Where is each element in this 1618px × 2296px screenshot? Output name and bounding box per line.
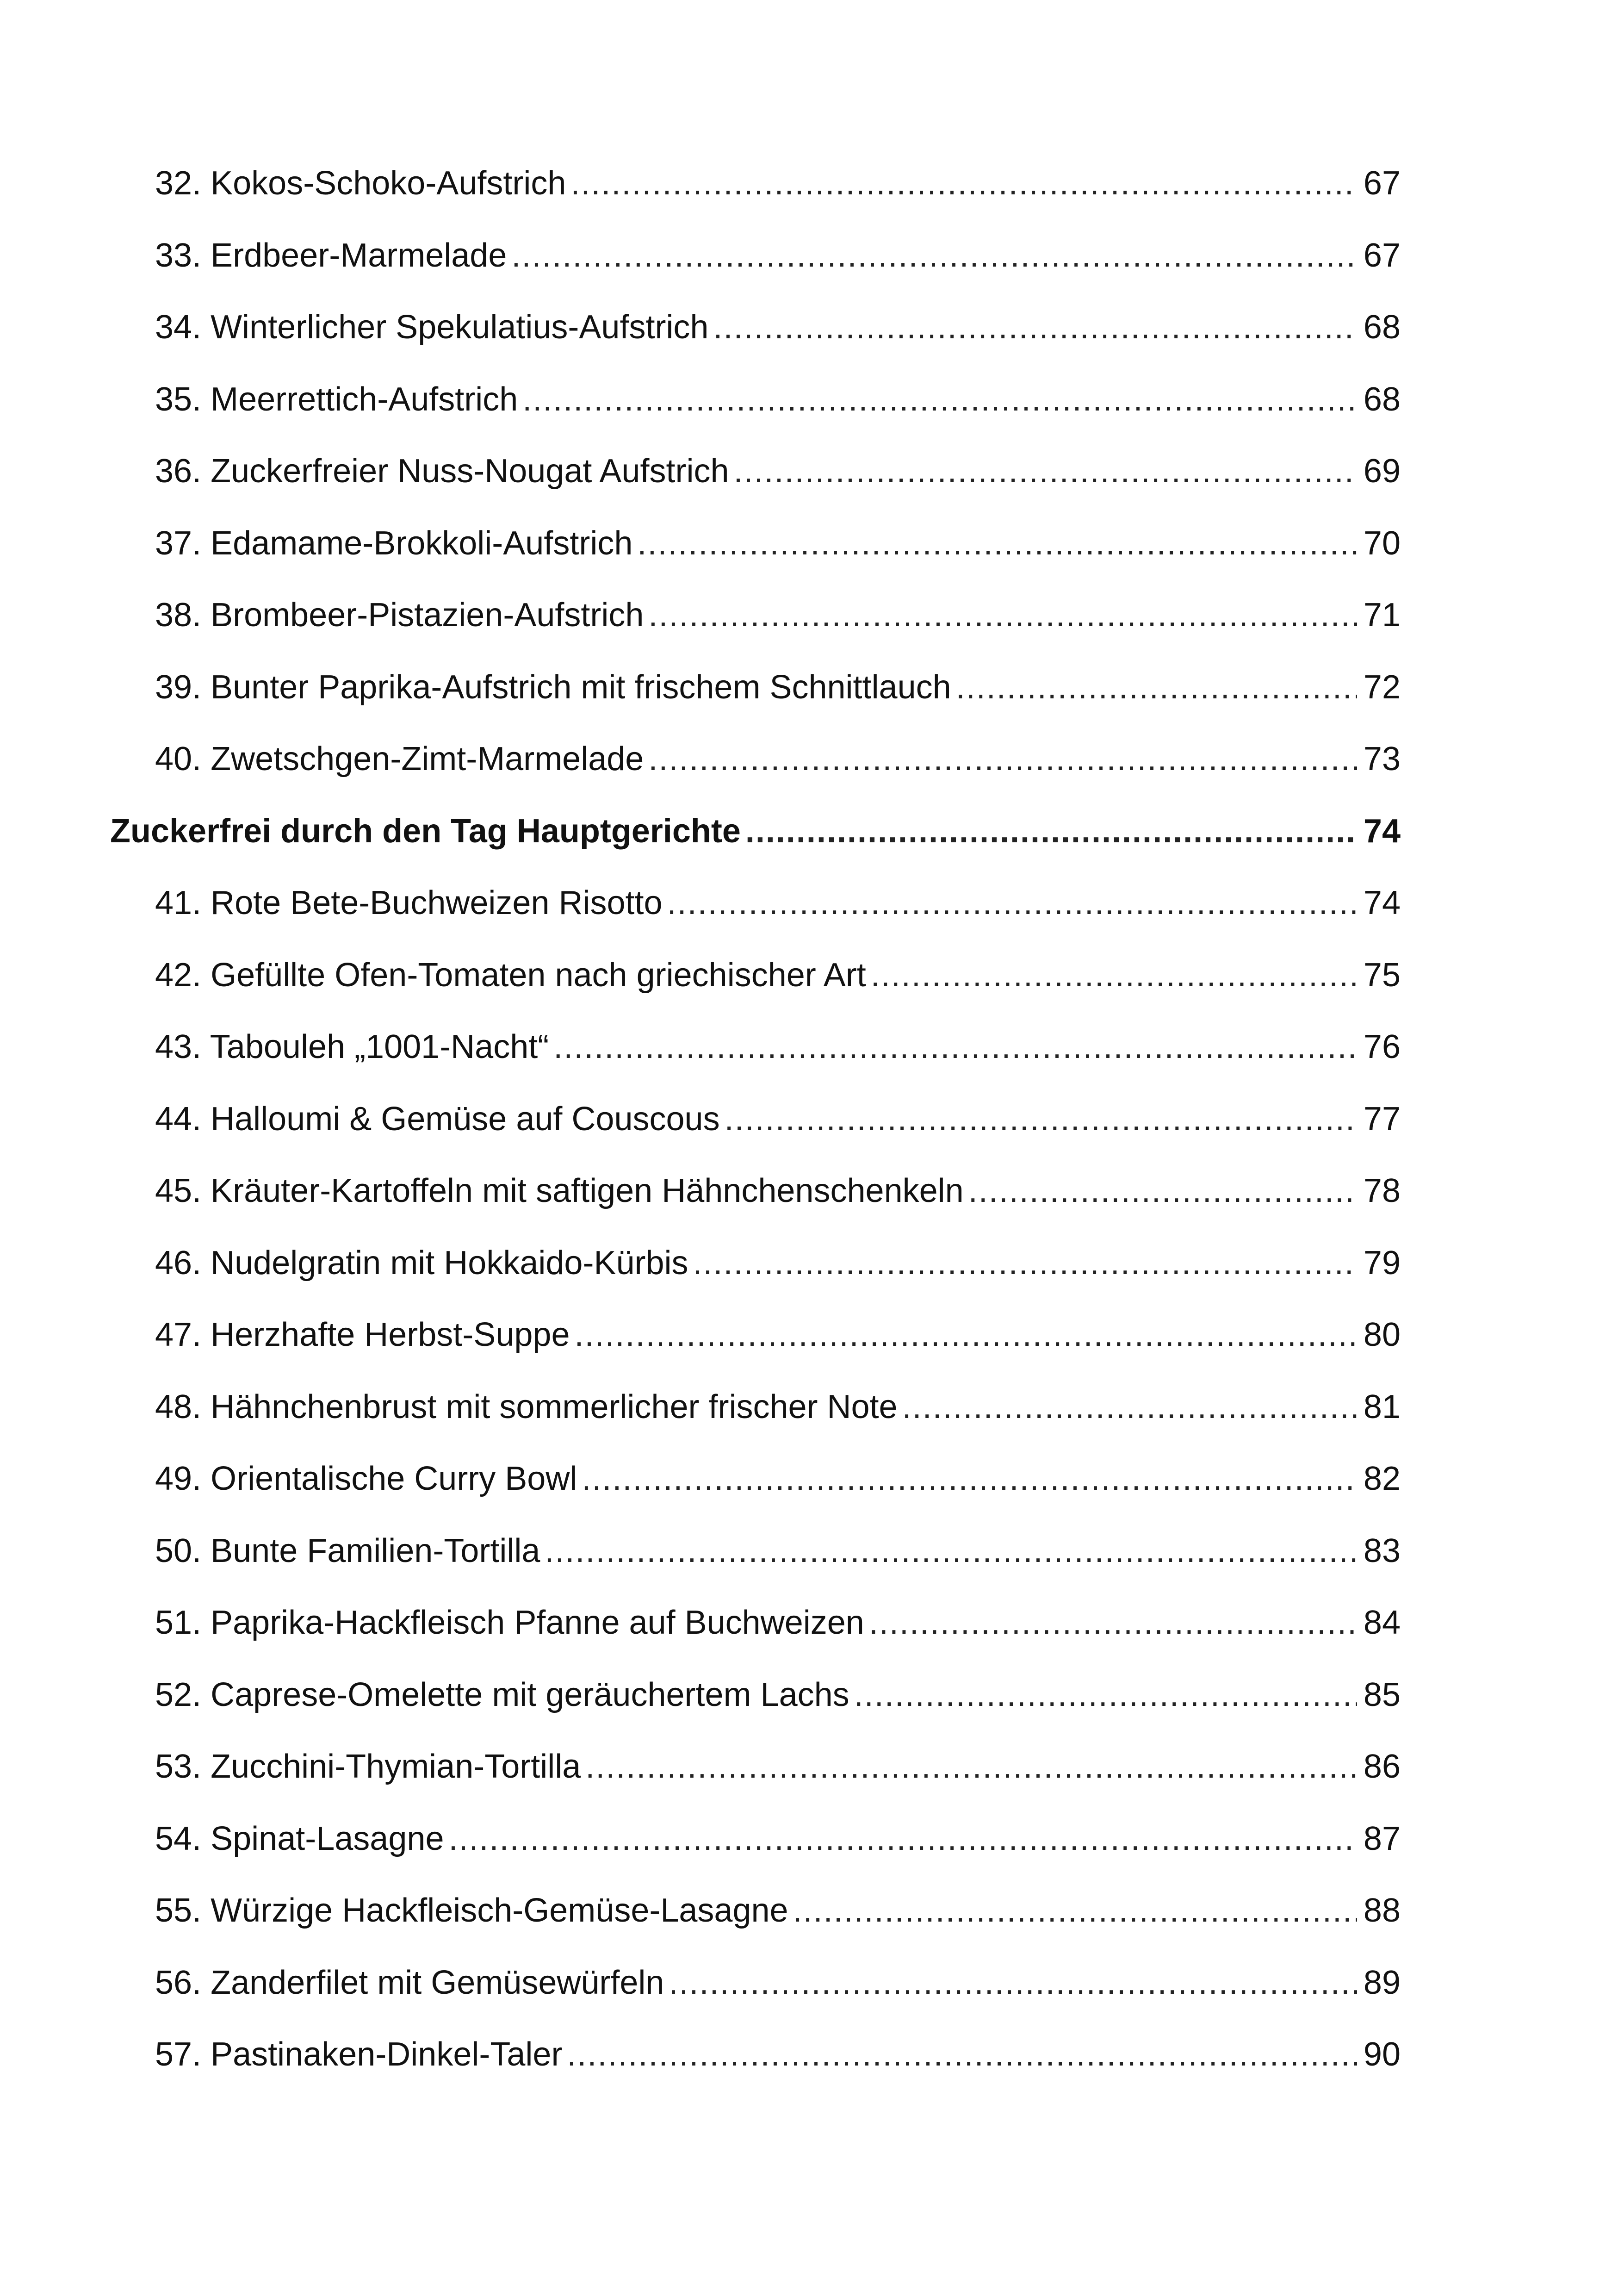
toc-entry-title: 43. Tabouleh „1001-Nacht“ <box>155 1028 549 1065</box>
dot-leader <box>871 958 1357 992</box>
toc-entry-title: Zuckerfrei durch den Tag Hauptgerichte <box>110 812 741 850</box>
toc-entry-title: 57. Pastinaken-Dinkel-Taler <box>155 2036 563 2073</box>
toc-entry-title: 45. Kräuter-Kartoffeln mit saftigen Hähnchenschenkeln <box>155 1172 964 1209</box>
toc-entry[interactable] <box>0 742 1618 815</box>
toc-page-number: 69 <box>1363 453 1401 490</box>
toc-entry-title: 37. Edamame-Brokkoli-Aufstrich <box>155 524 633 562</box>
toc-entry-title: 38. Brombeer-Pistazien-Aufstrich <box>155 597 644 634</box>
toc-page-number: 83 <box>1363 1532 1401 1569</box>
dot-leader <box>448 1822 1357 1855</box>
toc-entry-title: 40. Zwetschgen-Zimt-Marmelade <box>155 740 644 778</box>
toc-page-number: 88 <box>1363 1892 1401 1929</box>
toc-page-number: 68 <box>1363 380 1401 418</box>
dot-leader <box>567 2038 1357 2071</box>
toc-entry-title: 39. Bunter Paprika-Aufstrich mit frischem Schnittlauch <box>155 668 951 706</box>
toc-entry[interactable] <box>0 1102 1618 1175</box>
toc-entry[interactable] <box>0 2038 1618 2110</box>
dot-leader <box>854 1678 1357 1711</box>
toc-page-number: 77 <box>1363 1100 1401 1138</box>
toc-entry[interactable] <box>0 1894 1618 1966</box>
toc-entry[interactable] <box>0 1606 1618 1678</box>
dot-leader <box>956 671 1357 704</box>
toc-entry[interactable] <box>0 1750 1618 1822</box>
toc-entry[interactable] <box>0 668 1618 743</box>
dot-leader <box>734 454 1357 488</box>
dot-leader <box>869 1606 1357 1639</box>
toc-page-number: 70 <box>1363 524 1401 562</box>
toc-entry-title: 33. Erdbeer-Marmelade <box>155 236 507 274</box>
toc-entry[interactable] <box>0 886 1618 958</box>
toc-page-number: 73 <box>1363 740 1401 778</box>
toc-entry-title: 50. Bunte Familien-Tortilla <box>155 1532 540 1569</box>
toc-chapter-heading[interactable] <box>0 812 1618 887</box>
toc-page-number: 82 <box>1363 1460 1401 1497</box>
toc-page-number: 68 <box>1363 309 1401 346</box>
toc-page-number: 81 <box>1363 1388 1401 1425</box>
toc-entry-title: 44. Halloumi & Gemüse auf Couscous <box>155 1100 720 1138</box>
toc-page-number: 85 <box>1363 1676 1401 1713</box>
toc-entry[interactable] <box>0 1174 1618 1246</box>
toc-entry[interactable] <box>0 311 1618 383</box>
toc-page-number: 75 <box>1363 956 1401 994</box>
toc-page-number: 89 <box>1363 1964 1401 2001</box>
dot-leader <box>713 311 1357 344</box>
toc-entry-title: 51. Paprika-Hackfleisch Pfanne auf Buchweizen <box>155 1604 864 1641</box>
dot-leader <box>553 1030 1357 1064</box>
toc-page-number: 84 <box>1363 1604 1401 1641</box>
toc-entry-title: 52. Caprese-Omelette mit geräuchertem Lachs <box>155 1676 849 1713</box>
dot-leader <box>522 383 1357 416</box>
toc-entry[interactable] <box>0 1390 1618 1462</box>
toc-entry-title: 46. Nudelgratin mit Hokkaido-Kürbis <box>155 1244 688 1282</box>
toc-page-number: 71 <box>1363 597 1401 634</box>
toc-entry[interactable] <box>0 1030 1618 1102</box>
toc-page-number: 80 <box>1363 1316 1401 1353</box>
toc-entry[interactable] <box>0 1462 1618 1534</box>
toc-page-number: 74 <box>1363 884 1401 921</box>
toc-entry[interactable] <box>0 958 1618 1031</box>
toc-page-number: 67 <box>1363 165 1401 202</box>
toc-entry[interactable] <box>0 1318 1618 1390</box>
toc-entry[interactable] <box>0 454 1618 527</box>
dot-leader <box>574 1318 1357 1351</box>
toc-page-number: 72 <box>1363 668 1401 706</box>
dot-leader <box>585 1750 1357 1783</box>
dot-leader <box>902 1390 1357 1424</box>
table-of-contents <box>0 167 1618 2110</box>
dot-leader <box>582 1462 1357 1495</box>
dot-leader <box>745 815 1357 848</box>
dot-leader <box>669 1966 1357 1999</box>
dot-leader <box>570 167 1357 200</box>
toc-entry-title: 34. Winterlicher Spekulatius-Aufstrich <box>155 309 709 346</box>
toc-entry[interactable] <box>0 236 1618 311</box>
dot-leader <box>693 1246 1357 1280</box>
toc-page-number: 79 <box>1363 1244 1401 1282</box>
toc-page-number: 86 <box>1363 1748 1401 1785</box>
toc-entry-title: 55. Würzige Hackfleisch-Gemüse-Lasagne <box>155 1892 788 1929</box>
dot-leader <box>545 1534 1357 1568</box>
toc-entry[interactable] <box>0 380 1618 455</box>
toc-page-number: 74 <box>1363 812 1401 850</box>
toc-entry-title: 32. Kokos-Schoko-Aufstrich <box>155 165 566 202</box>
toc-entry-title: 42. Gefüllte Ofen-Tomaten nach griechischer Art <box>155 956 866 994</box>
dot-leader <box>725 1102 1357 1136</box>
toc-page-number: 67 <box>1363 236 1401 274</box>
toc-entry-title: 48. Hähnchenbrust mit sommerlicher frischer Note <box>155 1388 898 1425</box>
toc-entry[interactable] <box>0 598 1618 671</box>
toc-page-number: 78 <box>1363 1172 1401 1209</box>
toc-entry-title: 54. Spinat-Lasagne <box>155 1820 444 1857</box>
toc-entry-title: 49. Orientalische Curry Bowl <box>155 1460 577 1497</box>
toc-entry-title: 36. Zuckerfreier Nuss-Nougat Aufstrich <box>155 453 729 490</box>
toc-entry[interactable] <box>0 1246 1618 1319</box>
toc-page-number: 87 <box>1363 1820 1401 1857</box>
toc-entry[interactable] <box>0 1966 1618 2038</box>
toc-entry[interactable] <box>0 524 1618 599</box>
dot-leader <box>637 527 1357 560</box>
toc-entry-title: 47. Herzhafte Herbst-Suppe <box>155 1316 570 1353</box>
toc-page-number: 76 <box>1363 1028 1401 1065</box>
toc-entry-title: 41. Rote Bete-Buchweizen Risotto <box>155 884 663 921</box>
toc-entry-title: 35. Meerrettich-Aufstrich <box>155 380 518 418</box>
dot-leader <box>648 598 1357 632</box>
toc-entry[interactable] <box>0 1678 1618 1750</box>
toc-entry[interactable] <box>0 1822 1618 1894</box>
dot-leader <box>793 1894 1357 1927</box>
dot-leader <box>511 239 1357 272</box>
toc-entry-title: 56. Zanderfilet mit Gemüsewürfeln <box>155 1964 664 2001</box>
dot-leader <box>667 886 1357 920</box>
dot-leader <box>648 742 1357 776</box>
toc-page-number: 90 <box>1363 2036 1401 2073</box>
toc-entry[interactable] <box>0 167 1618 239</box>
toc-entry[interactable] <box>0 1534 1618 1606</box>
dot-leader <box>968 1174 1357 1207</box>
toc-entry-title: 53. Zucchini-Thymian-Tortilla <box>155 1748 581 1785</box>
